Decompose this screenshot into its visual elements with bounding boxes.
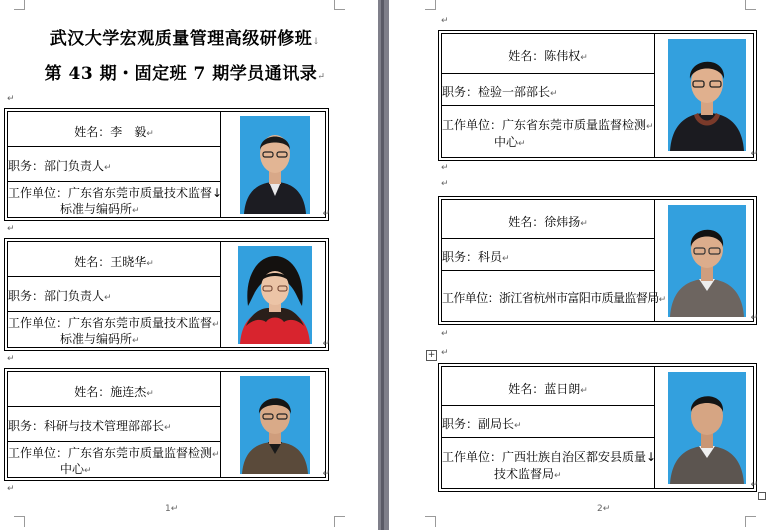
name-row: 姓名：李 毅↵: [8, 112, 220, 147]
portrait-photo: [668, 372, 746, 484]
table-resize-handle[interactable]: [758, 492, 766, 500]
name-row: 姓名：王晓华↵: [8, 242, 220, 277]
contact-card: 姓名：蓝日朗↵ 职务：副局长↵ 工作单位：广西壮族自治区都安县质量↓ 技术监督局↵ ↵: [438, 363, 757, 492]
position-row: 职务：部门负责人↵: [8, 277, 220, 312]
contact-position: 部门负责人: [44, 159, 105, 173]
name-label: 姓名：: [74, 125, 111, 139]
contact-card: 姓名：徐炜扬↵ 职务：科员↵ 工作单位：浙江省杭州市富阳市质量监督局↵ ↵: [438, 196, 757, 325]
contact-position: 部门负责人: [44, 289, 105, 303]
page-number: 1↵: [165, 504, 179, 514]
margin-corner-mark: [14, 516, 25, 527]
table-move-handle[interactable]: +: [427, 350, 436, 360]
margin-corner-mark: [14, 0, 25, 10]
margin-corner-mark: [334, 516, 345, 527]
contact-name: 蓝日朗: [544, 382, 581, 396]
contact-unit-cont: 技术监督局: [494, 467, 555, 481]
name-row: 姓名：陈伟权↵: [442, 34, 654, 74]
unit-row: 工作单位：广东省东莞市质量监督检测↵ 中心↵: [8, 446, 220, 476]
unit-label: 工作单位：: [8, 316, 69, 330]
name-label: 姓名：: [508, 49, 545, 63]
portrait-photo: [240, 376, 310, 474]
document-page-2: ↵ 姓名：陈伟权↵ 职务：检验一部部长↵ 工作单位：广东省东莞市质量监督检测↵ 中心↵ ↵ ↵ ↵ 姓名：徐炜扬↵ 职务：科员↵ 工作单位：浙江省杭州市富阳市质量监督局↵ ↵ ↵ + ↵ 姓名：蓝日朗↵ 职务：副局长↵ 工作单位：广西壮族自治区都安县质量↓ 技术监督局↵ ↵ 2↵: [389, 0, 767, 530]
position-row: 职务：科研与技术管理部部长↵: [8, 407, 220, 442]
unit-row: 工作单位：广东省东莞市质量技术监督↓ 标准与编码所↵: [8, 186, 223, 216]
contact-position: 科员: [478, 250, 503, 264]
margin-corner-mark: [745, 0, 756, 10]
position-row: 职务：副局长↵: [442, 406, 654, 438]
portrait-photo: [668, 205, 746, 317]
unit-row: 工作单位：广东省东莞市质量监督检测↵ 中心↵: [442, 118, 654, 149]
unit-row: 工作单位：广东省东莞市质量技术监督↵ 标准与编码所↵: [8, 316, 220, 346]
page-gutter: [378, 0, 389, 530]
contact-position: 检验一部部长: [478, 85, 551, 99]
document-title-line1: 武汉大学宏观质量管理高级研修班↓: [49, 29, 321, 49]
name-label: 姓名：: [508, 215, 545, 229]
unit-label: 工作单位：: [442, 118, 503, 132]
contact-position: 副局长: [478, 417, 515, 431]
name-label: 姓名：: [74, 385, 111, 399]
margin-corner-mark: [745, 516, 756, 527]
unit-label: 工作单位：: [442, 450, 503, 464]
contact-unit: 浙江省杭州市富阳市质量监督局: [499, 291, 659, 305]
portrait-photo: [238, 246, 312, 344]
unit-row: 工作单位：浙江省杭州市富阳市质量监督局↵: [442, 291, 666, 305]
contact-unit: 广东省东莞市质量监督检测: [502, 118, 647, 132]
position-label: 职务：: [8, 159, 45, 173]
margin-corner-mark: [425, 516, 436, 527]
position-row: 职务：部门负责人↵: [8, 147, 220, 182]
contact-card: 姓名：王晓华↵ 职务：部门负责人↵ 工作单位：广东省东莞市质量技术监督↵ 标准与编码所↵ ↵: [4, 238, 329, 351]
contact-unit: 广东省东莞市质量技术监督: [68, 316, 213, 330]
name-label: 姓名：: [74, 255, 111, 269]
name-row: 姓名：蓝日朗↵: [442, 367, 654, 406]
contact-name: 徐炜扬: [544, 215, 581, 229]
contact-name: 李 毅: [110, 125, 147, 139]
contact-name: 陈伟权: [544, 49, 581, 63]
position-label: 职务：: [442, 85, 479, 99]
portrait-photo: [240, 116, 310, 214]
contact-unit-cont: 标准与编码所: [60, 332, 133, 346]
position-label: 职务：: [8, 419, 45, 433]
contact-name: 施连杰: [110, 385, 147, 399]
unit-label: 工作单位：: [442, 291, 500, 305]
position-row: 职务：检验一部部长↵: [442, 74, 654, 106]
contact-name: 王晓华: [110, 255, 147, 269]
contact-card: 姓名：陈伟权↵ 职务：检验一部部长↵ 工作单位：广东省东莞市质量监督检测↵ 中心↵ ↵: [438, 30, 757, 161]
margin-corner-mark: [425, 0, 436, 10]
paragraph-mark: ↵: [7, 94, 15, 104]
position-row: 职务：科员↵: [442, 239, 654, 271]
position-label: 职务：: [8, 289, 45, 303]
contact-position: 科研与技术管理部部长: [44, 419, 165, 433]
name-row: 姓名：施连杰↵: [8, 372, 220, 407]
document-page-1: 武汉大学宏观质量管理高级研修班↓ 第 43 期・固定班 7 期学员通讯录↵ ↵ 姓名：李 毅↵ 职务：部门负责人↵ 工作单位：广东省东莞市质量技术监督↓ 标准与编码所↵ ↵ ↵ 姓名：王晓华↵ 职务：部门负责人↵ 工作单位：广东省东莞市质量技术监督↵ 标准与编码所↵ ↵ ↵ 姓名：施连杰↵ 职务：科研与技术管理部部长↵ 工作单位：广东省东莞市质量监督检测↵ 中心↵ ↵ ↵ 1↵: [0, 0, 378, 530]
contact-unit-cont: 中心: [494, 135, 519, 149]
portrait-photo: [668, 39, 746, 151]
unit-label: 工作单位：: [8, 446, 69, 460]
page-number: 2↵: [597, 504, 611, 514]
position-label: 职务：: [442, 417, 479, 431]
name-row: 姓名：徐炜扬↵: [442, 200, 654, 239]
contact-card: 姓名：李 毅↵ 职务：部门负责人↵ 工作单位：广东省东莞市质量技术监督↓ 标准与编码所↵ ↵: [4, 108, 329, 221]
document-title-line2: 第 43 期・固定班 7 期学员通讯录↵: [44, 64, 326, 84]
unit-label: 工作单位：: [8, 186, 69, 200]
contact-unit: 广西壮族自治区都安县质量↓: [502, 450, 657, 464]
unit-row: 工作单位：广西壮族自治区都安县质量↓ 技术监督局↵: [442, 450, 657, 481]
contact-unit: 广东省东莞市质量技术监督↓: [68, 186, 223, 200]
contact-unit: 广东省东莞市质量监督检测: [68, 446, 213, 460]
contact-card: 姓名：施连杰↵ 职务：科研与技术管理部部长↵ 工作单位：广东省东莞市质量监督检测↵ 中心↵ ↵: [4, 368, 329, 481]
position-label: 职务：: [442, 250, 479, 264]
contact-unit-cont: 中心: [60, 462, 85, 476]
margin-corner-mark: [334, 0, 345, 10]
contact-unit-cont: 标准与编码所: [60, 202, 133, 216]
name-label: 姓名：: [508, 382, 545, 396]
